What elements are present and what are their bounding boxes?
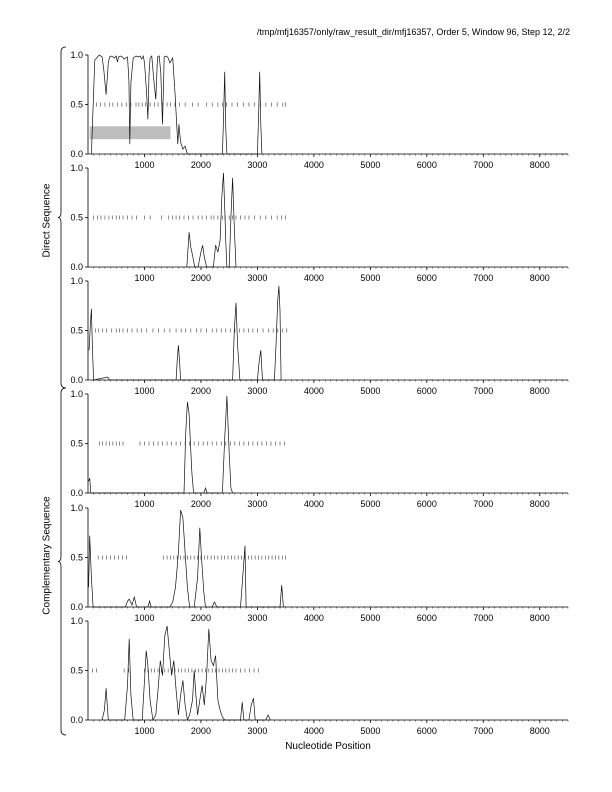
x-tick-label: 5000 (360, 499, 381, 509)
x-tick-label: 4000 (303, 499, 324, 509)
x-tick-label: 8000 (529, 273, 550, 283)
x-tick-label: 1000 (134, 386, 155, 396)
x-tick-label: 6000 (416, 160, 437, 170)
x-tick-label: 7000 (473, 499, 494, 509)
x-tick-label: 7000 (473, 160, 494, 170)
x-tick-label: 4000 (303, 726, 324, 736)
y-tick-label: 1.0 (70, 163, 83, 173)
y-tick-label: 0.5 (70, 99, 83, 110)
y-tick-label: 0.0 (70, 715, 83, 725)
x-tick-label: 7000 (473, 613, 494, 623)
x-tick-label: 6000 (416, 273, 437, 283)
x-tick-label: 6000 (416, 726, 437, 736)
y-tick-label: 1.0 (70, 276, 83, 286)
y-tick-label: 1.0 (70, 50, 83, 60)
panel-4 (70, 389, 568, 509)
x-tick-label: 1000 (134, 273, 155, 283)
y-tick-label: 0.0 (70, 488, 83, 498)
x-tick-label: 8000 (529, 386, 550, 396)
y-tick-label: 1.0 (70, 616, 83, 626)
x-axis-label: Nucleotide Position (285, 741, 371, 752)
y-tick-label: 0.5 (70, 438, 83, 449)
x-tick-label: 4000 (303, 386, 324, 396)
complementary-bracket (58, 388, 66, 735)
x-tick-label: 4000 (303, 273, 324, 283)
x-tick-label: 7000 (473, 273, 494, 283)
x-tick-label: 5000 (360, 726, 381, 736)
x-tick-label: 4000 (303, 613, 324, 623)
x-tick-label: 5000 (360, 160, 381, 170)
x-tick-label: 3000 (247, 499, 268, 509)
panel-6 (70, 616, 568, 736)
x-tick-label: 6000 (416, 386, 437, 396)
x-tick-label: 2000 (190, 726, 211, 736)
x-tick-label: 3000 (247, 613, 268, 623)
x-tick-label: 6000 (416, 613, 437, 623)
x-tick-label: 3000 (247, 273, 268, 283)
x-tick-label: 7000 (473, 726, 494, 736)
panel-5 (70, 503, 568, 623)
page-header: /tmp/mfj16357/only/raw_result_dir/mfj16357, Order 5, Window 96, Step 12, 2/2 (256, 27, 570, 37)
series-line (102, 626, 270, 720)
x-tick-label: 3000 (247, 386, 268, 396)
y-tick-label: 0.5 (70, 325, 83, 336)
x-tick-label: 2000 (190, 386, 211, 396)
x-tick-label: 8000 (529, 160, 550, 170)
panel-3 (70, 276, 568, 396)
x-tick-label: 1000 (134, 726, 155, 736)
series-line (89, 510, 284, 607)
y-tick-label: 0.5 (70, 665, 83, 676)
x-tick-label: 1000 (134, 160, 155, 170)
x-tick-label: 2000 (190, 273, 211, 283)
x-tick-label: 6000 (416, 499, 437, 509)
x-tick-label: 8000 (529, 499, 550, 509)
x-tick-label: 8000 (529, 726, 550, 736)
panel-1 (70, 50, 568, 170)
x-tick-label: 2000 (190, 499, 211, 509)
x-tick-label: 8000 (529, 613, 550, 623)
direct-bracket (58, 47, 66, 388)
y-tick-label: 0.0 (70, 262, 83, 272)
x-tick-label: 4000 (303, 160, 324, 170)
x-tick-label: 5000 (360, 273, 381, 283)
group-label-complementary: Complementary Sequence (41, 496, 53, 615)
panel-2 (70, 163, 568, 283)
y-tick-label: 0.0 (70, 602, 83, 612)
x-tick-label: 1000 (134, 499, 155, 509)
x-tick-label: 2000 (190, 160, 211, 170)
y-tick-label: 1.0 (70, 389, 83, 399)
x-tick-label: 3000 (247, 726, 268, 736)
x-tick-label: 7000 (473, 386, 494, 396)
y-tick-label: 0.5 (70, 212, 83, 223)
x-tick-label: 3000 (247, 160, 268, 170)
x-tick-label: 2000 (190, 613, 211, 623)
y-tick-label: 0.5 (70, 552, 83, 563)
series-line (89, 396, 233, 493)
x-tick-label: 5000 (360, 613, 381, 623)
series-line (89, 286, 281, 380)
series-line (187, 173, 236, 267)
group-label-direct: Direct Sequence (41, 183, 53, 258)
x-tick-label: 5000 (360, 386, 381, 396)
y-tick-label: 1.0 (70, 503, 83, 513)
x-tick-label: 1000 (134, 613, 155, 623)
y-tick-label: 0.0 (70, 375, 83, 385)
y-tick-label: 0.0 (70, 149, 83, 159)
